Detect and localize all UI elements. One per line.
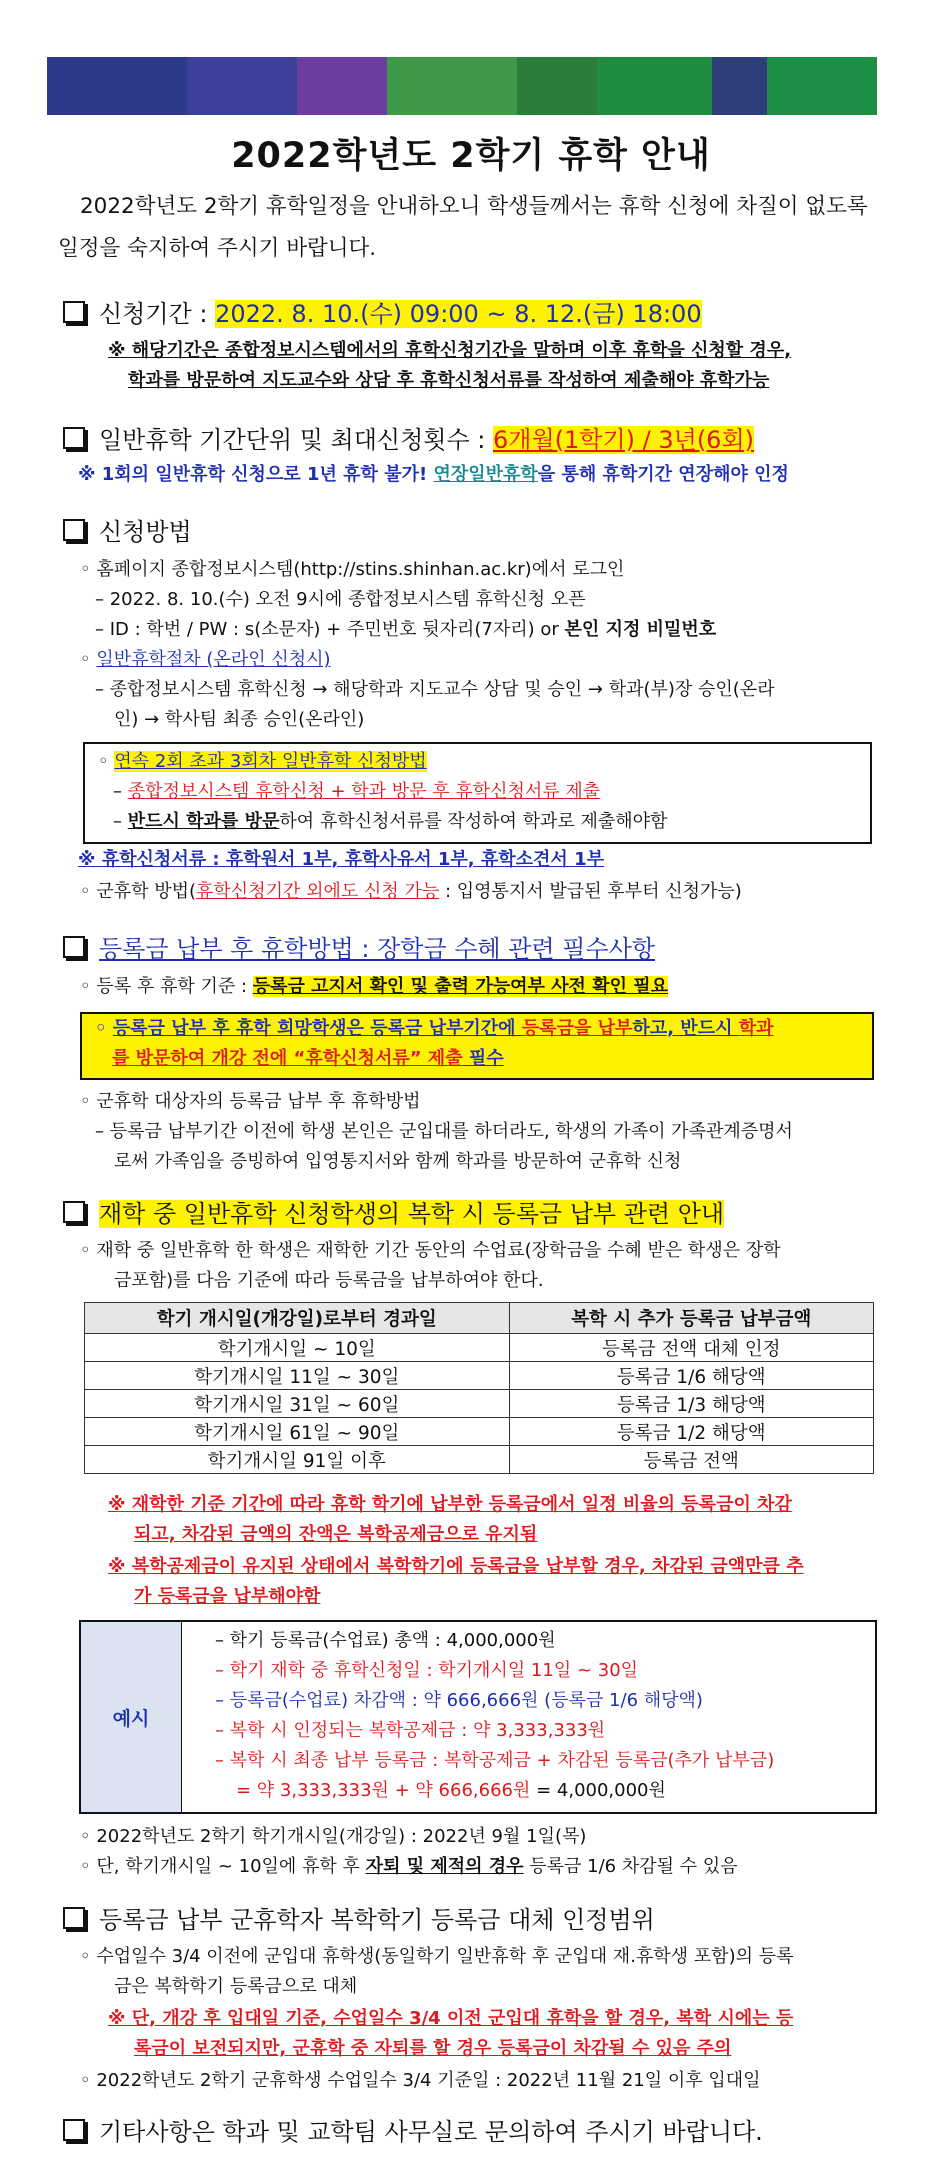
table-header-cell: 학기 개시일(개강일)로부터 경과일 — [85, 1303, 510, 1334]
period-note-line1: ※ 해당기간은 종합정보시스템에서의 휴학신청기간을 말하며 이후 휴학을 신청할 경우, — [108, 340, 792, 361]
text-part: 필수 — [462, 1048, 504, 1069]
section-tuition-leave-heading — [63, 931, 655, 967]
banner-stripe — [517, 57, 597, 115]
checkbox-square-icon — [63, 936, 85, 958]
method-line-id — [95, 615, 716, 645]
table-cell: 학기개시일 91일 이후 — [85, 1446, 510, 1474]
military-note-line2: 록금이 보전되지만, 군휴학 중 자퇴를 할 경우 등록금이 차감될 수 있음 주의 — [134, 2038, 732, 2059]
dash: – — [113, 781, 122, 802]
section-period-heading — [63, 296, 702, 332]
table-header-cell: 복학 시 추가 등록금 납부금액 — [509, 1303, 873, 1334]
bullet: ◦ — [80, 649, 91, 670]
bullet: ◦ — [98, 751, 109, 772]
text-part: ◦ 등록 후 휴학 기준 : — [80, 976, 253, 997]
period-note-line2: 학과를 방문하여 지도교수와 상담 후 휴학신청서류를 작성하여 제출해야 휴학가능 — [128, 370, 770, 391]
text-part: 학과 — [738, 1018, 774, 1039]
text-part: – ID : 학번 / PW : s(소문자) + 주민번호 뒷자리(7자리) or — [95, 619, 565, 640]
header-banner — [47, 57, 877, 115]
military-note-line1: ※ 단, 개강 후 입대일 기준, 수업일수 3/4 이전 군입대 휴학을 할 경우, 복학 시에는 등 — [108, 2008, 794, 2029]
table-cell: 등록금 1/6 해당액 — [509, 1362, 873, 1390]
text-part: 일반휴학절차 (온라인 신청시) — [96, 649, 331, 670]
text-part: : 입영통지서 발급된 후부터 신청가능) — [439, 881, 742, 902]
banner-stripe — [187, 57, 297, 115]
text-part: 휴학신청기간 외에도 신청 가능 — [196, 881, 440, 902]
example-label: 예시 — [81, 1622, 182, 1812]
table-row — [85, 1418, 874, 1446]
required-docs-note: ※ 휴학신청서류 : 휴학원서 1부, 휴학사유서 1부, 휴학소견서 1부 — [78, 849, 605, 870]
tuition-box-line1 — [95, 1014, 774, 1044]
banner-stripe — [767, 57, 877, 115]
heading-text: 일반휴학 기간단위 및 최대신청횟수 : — [99, 426, 486, 454]
text-part: 등록금 고지서 확인 및 출력 가능여부 사전 확인 필요 — [252, 976, 669, 997]
text-part: 하고, 반드시 — [632, 1018, 739, 1039]
method-line-procedure — [80, 645, 331, 675]
bullet: ◦ — [95, 1018, 107, 1039]
checkbox-square-icon — [63, 301, 85, 323]
deduction-note1-line2: 되고, 차감된 금액의 잔액은 복학공제금으로 유지됨 — [134, 1524, 538, 1545]
withdrawal-line — [80, 1852, 738, 1882]
text-part: = 약 3,333,333원 + 약 666,666원 — [236, 1780, 531, 1801]
dash: – — [113, 811, 122, 832]
example-line-deduction: – 등록금(수업료) 차감액 : 약 666,666원 (등록금 1/6 해당액) — [215, 1690, 703, 1711]
deduction-note1-line1: ※ 재학한 기준 기간에 따라 휴학 학기에 납부한 등록금에서 일정 비율의 등록금이 차감 — [108, 1494, 792, 1515]
banner-stripe — [712, 57, 767, 115]
intro-paragraph: 2022학년도 2학기 휴학일정을 안내하오니 학생들께서는 휴학 신청에 차질이 없도록 일정을 숙지하여 주시기 바랍니다. — [58, 194, 868, 261]
checkbox-square-icon — [63, 519, 85, 541]
note-part: 연장일반휴학 — [433, 464, 538, 485]
military-range-line2: 금은 복학학기 등록금으로 대체 — [114, 1976, 358, 1997]
deduction-note2-line2: 가 등록금을 납부해야함 — [134, 1586, 321, 1607]
military-range-line1: ◦ 수업일수 3/4 이전에 군입대 휴학생(동일학기 일반휴학 후 군입대 재.휴학생 포함)의 등록 — [80, 1946, 794, 1967]
table-cell: 등록금 1/3 해당액 — [509, 1390, 873, 1418]
checkbox-square-icon — [63, 427, 85, 449]
box-line-system — [113, 777, 600, 807]
general-leave-note — [78, 460, 789, 490]
text-part: ◦ 군휴학 방법( — [80, 881, 197, 902]
application-period: 2022. 8. 10.(수) 09:00 ~ 8. 12.(금) 18:00 — [215, 300, 702, 328]
example-line-total: – 학기 등록금(수업료) 총액 : 4,000,000원 — [215, 1630, 556, 1651]
banner-stripe — [297, 57, 387, 115]
example-line-date: – 학기 재학 중 휴학신청일 : 학기개시일 11일 ~ 30일 — [215, 1660, 639, 1681]
text-part: 등록금 납부 후 휴학 희망학생은 등록금 납부기간에 — [112, 1018, 522, 1039]
method-line-open: – 2022. 8. 10.(수) 오전 9시에 종합정보시스템 휴학신청 오픈 — [95, 589, 586, 610]
table-row — [85, 1390, 874, 1418]
text-part: 등록금 1/6 차감될 수 있음 — [523, 1856, 738, 1877]
leave-unit-value: 6개월(1학기) / 3년(6회) — [493, 426, 754, 454]
banner-stripe — [387, 57, 517, 115]
military-cutoff-line: ◦ 2022학년도 2학기 군휴학생 수업일수 3/4 기준일 : 2022년 11월 21일 이후 입대일 — [80, 2070, 761, 2091]
banner-stripe — [597, 57, 712, 115]
section-return-tuition-heading — [63, 1196, 724, 1232]
note-part: 을 통해 휴학기간 연장해야 인정 — [537, 464, 789, 485]
section-method-heading — [63, 514, 192, 550]
method-line-flow2: 인) → 학사팀 최종 승인(온라인) — [114, 709, 365, 730]
text-part: 본인 지정 비밀번호 — [564, 619, 717, 640]
example-line-sum — [236, 1776, 666, 1806]
return-rule-line1: ◦ 재학 중 일반휴학 한 학생은 재학한 기간 동안의 수업료(장학금을 수혜 받은 학생은 장학 — [80, 1240, 781, 1261]
table-row — [85, 1334, 874, 1362]
text-part: = 4,000,000원 — [530, 1780, 666, 1801]
text-part: 연속 2회 초과 3회차 일반휴학 신청방법 — [114, 751, 427, 772]
box-line-visit — [113, 807, 667, 837]
table-cell: 등록금 전액 대체 인정 — [509, 1334, 873, 1362]
text-part: 등록금을 납부 — [521, 1018, 633, 1039]
note-part: ※ 1회의 일반휴학 신청으로 1년 휴학 불가! — [78, 464, 428, 485]
text-part: 반드시 학과를 방문 — [127, 811, 280, 832]
heading-text: 신청기간 : — [99, 300, 208, 328]
military-tuition-detail2: 로써 가족임을 증빙하여 입영통지서와 함께 학과를 방문하여 군휴학 신청 — [114, 1151, 682, 1172]
heading-text: 등록금 납부 군휴학자 복학학기 등록금 대체 인정범위 — [99, 1906, 655, 1934]
example-line-final: – 복학 시 최종 납부 등록금 : 복학공제금 + 차감된 등록금(추가 납부금) — [215, 1750, 775, 1771]
box-line-title — [98, 747, 427, 777]
table-cell: 학기개시일 31일 ~ 60일 — [85, 1390, 510, 1418]
section-military-tuition-heading — [63, 1902, 655, 1938]
military-tuition-detail1: – 등록금 납부기간 이전에 학생 본인은 군입대를 하더라도, 학생의 가족이 가족관계증명서 — [95, 1121, 793, 1142]
heading-text: 재학 중 일반휴학 신청학생의 복학 시 등록금 납부 관련 안내 — [99, 1200, 725, 1228]
page-title: 2022학년도 2학기 휴학 안내 — [231, 136, 711, 176]
return-rule-line2: 금포함)를 다음 기준에 따라 등록금을 납부하여야 한다. — [114, 1270, 544, 1291]
military-tuition-line: ◦ 군휴학 대상자의 등록금 납부 후 휴학방법 — [80, 1091, 421, 1112]
section-general-leave-heading — [63, 422, 754, 458]
table-cell: 학기개시일 61일 ~ 90일 — [85, 1418, 510, 1446]
table-cell: 등록금 1/2 해당액 — [509, 1418, 873, 1446]
example-line-credit: – 복학 시 인정되는 복학공제금 : 약 3,333,333원 — [215, 1720, 606, 1741]
table-row — [85, 1362, 874, 1390]
tuition-criteria-line — [80, 972, 668, 1002]
deduction-table — [84, 1302, 874, 1474]
military-leave-line — [80, 877, 742, 907]
table-cell: 등록금 전액 — [509, 1446, 873, 1474]
heading-text: 등록금 납부 후 휴학방법 : 장학금 수혜 관련 필수사항 — [99, 935, 655, 963]
text-part: 종합정보시스템 휴학신청 + 학과 방문 후 휴학신청서류 제출 — [127, 781, 601, 802]
checkbox-square-icon — [63, 1907, 85, 1929]
method-line-flow1: – 종합정보시스템 휴학신청 → 해당학과 지도교수 상담 및 승인 → 학과(부)장 승인(온라 — [95, 679, 775, 700]
banner-stripe — [47, 57, 187, 115]
deduction-note2-line1: ※ 복학공제금이 유지된 상태에서 복학학기에 등록금을 납부할 경우, 차감된 금액만큼 추 — [108, 1556, 804, 1577]
text-part: ◦ 단, 학기개시일 ~ 10일에 휴학 후 — [80, 1856, 366, 1877]
table-cell: 학기개시일 11일 ~ 30일 — [85, 1362, 510, 1390]
heading-text: 기타사항은 학과 및 교학팀 사무실로 문의하여 주시기 바랍니다. — [99, 2118, 763, 2146]
heading-text: 신청방법 — [99, 518, 192, 546]
table-header-row — [85, 1303, 874, 1334]
table-row — [85, 1446, 874, 1474]
method-line-login: ◦ 홈페이지 종합정보시스템(http://stins.shinhan.ac.kr)에서 로그인 — [80, 559, 625, 580]
semester-start-line: ◦ 2022학년도 2학기 학기개시일(개강일) : 2022년 9월 1일(목) — [80, 1826, 587, 1847]
tuition-box-line2 — [112, 1044, 504, 1074]
section-contact-heading — [63, 2114, 763, 2150]
text-part: 를 방문하여 개강 전에 “휴학신청서류” 제출 — [112, 1048, 463, 1069]
checkbox-square-icon — [63, 2119, 85, 2141]
table-cell: 학기개시일 ~ 10일 — [85, 1334, 510, 1362]
text-part: 자퇴 및 제적의 경우 — [365, 1856, 524, 1877]
checkbox-square-icon — [63, 1201, 85, 1223]
text-part: 하여 휴학신청서류를 작성하여 학과로 제출해야함 — [279, 811, 668, 832]
